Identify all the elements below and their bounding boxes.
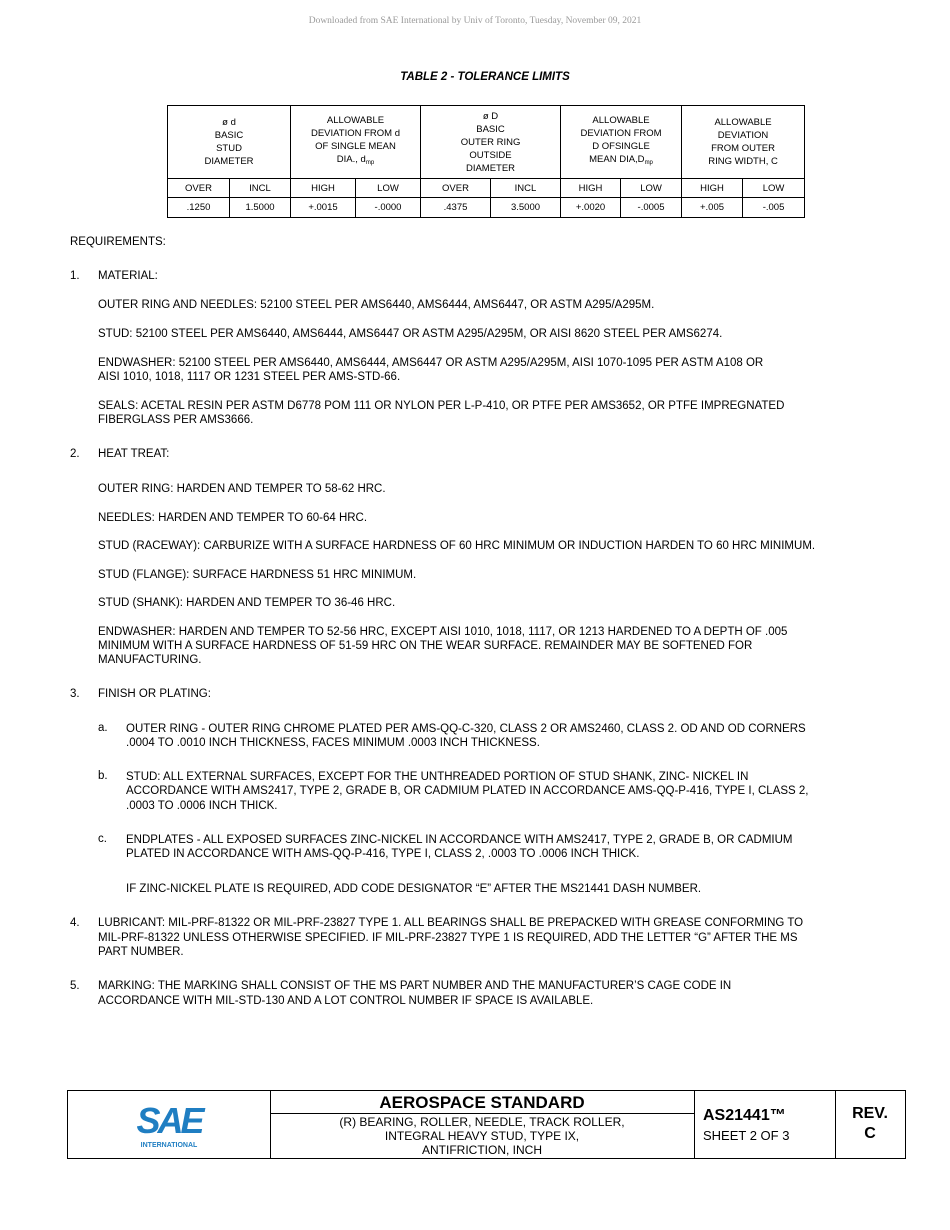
table-subheader-row — [168, 179, 805, 198]
section-title-finish: FINISH OR PLATING: — [98, 688, 211, 700]
table-cell: INCL — [491, 179, 561, 198]
revision-cell — [835, 1091, 905, 1158]
title-block — [67, 1090, 906, 1159]
paragraph: MIL-PRF-81322 UNLESS OTHERWISE SPECIFIED. IF MIL-PRF-23827 TYPE 1 IS REQUIRED, ADD THE LETTER “G” AFTER THE MS — [98, 932, 798, 944]
table-cell: +.0020 — [561, 198, 621, 218]
sae-logo — [68, 1091, 271, 1158]
document-title-line: (R) BEARING, ROLLER, NEEDLE, TRACK ROLLER, — [339, 1115, 625, 1129]
paragraph: PLATED IN ACCORDANCE WITH AMS-QQ-P-416, TYPE I, CLASS 2, .0003 TO .0006 INCH THICK. — [126, 848, 640, 860]
table-cell: LOW — [743, 179, 805, 198]
sheet-number: SHEET 2 OF 3 — [703, 1128, 790, 1143]
paragraph: ACCORDANCE WITH AMS2417, TYPE 2, GRADE B, OR CADMIUM PLATED IN ACCORDANCE AMS-QQ-P-416, TYPE I, CLASS 2, — [126, 785, 809, 797]
sae-logo-subtext: INTERNATIONAL — [140, 1142, 198, 1149]
paragraph: .0003 TO .0006 INCH THICK. — [126, 800, 278, 812]
section-title-material: MATERIAL: — [98, 270, 158, 282]
paragraph: NEEDLES: HARDEN AND TEMPER TO 60-64 HRC. — [98, 512, 368, 524]
table-cell: OVER — [421, 179, 491, 198]
paragraph: MARKING: THE MARKING SHALL CONSIST OF THE MS PART NUMBER AND THE MANUFACTURER’S CAGE CODE IN — [98, 980, 732, 992]
tolerance-table — [167, 105, 805, 218]
requirements-heading: REQUIREMENTS: — [70, 236, 166, 248]
paragraph: FIBERGLASS PER AMS3666. — [98, 414, 254, 426]
revision-value: C — [864, 1125, 876, 1142]
item-letter: a. — [98, 722, 108, 734]
paragraph: ENDWASHER: 52100 STEEL PER AMS6440, AMS6444, AMS6447 OR ASTM A295/A295M, AISI 1070-1095 PER ASTM A108 OR — [98, 357, 764, 369]
header-deviation-D: ALLOWABLE DEVIATION FROM D OFSINGLE MEAN $DIA,D_{mp}$ — [561, 106, 682, 179]
paragraph: .0004 TO .0010 INCH THICKNESS, FACES MINIMUM .0003 INCH THICKNESS. — [126, 737, 540, 749]
sae-logo-text: SAE — [136, 1100, 202, 1141]
paragraph: STUD (RACEWAY): CARBURIZE WITH A SURFACE HARDNESS OF 60 HRC MINIMUM OR INDUCTION HARDEN TO 60 HRC MINIMUM. — [98, 540, 816, 552]
paragraph: OUTER RING AND NEEDLES: 52100 STEEL PER AMS6440, AMS6444, AMS6447, OR ASTM A295/A295M. — [98, 299, 655, 311]
table-cell: 1.5000 — [230, 198, 291, 218]
table-cell: -.0000 — [356, 198, 421, 218]
table-cell: HIGH — [682, 179, 743, 198]
paragraph: STUD: 52100 STEEL PER AMS6440, AMS6444, AMS6447 OR ASTM A295/A295M, OR AISI 8620 STEEL PER AMS6274. — [98, 328, 723, 340]
paragraph: ENDWASHER: HARDEN AND TEMPER TO 52-56 HRC, EXCEPT AISI 1010, 1018, 1117, OR 1213 HARDENED TO A DEPTH OF .005 — [98, 626, 788, 638]
table-cell: LOW — [356, 179, 421, 198]
document-number-cell — [694, 1091, 836, 1158]
header-outer-ring-diameter: ø D BASIC OUTER RING OUTSIDE DIAMETER — [421, 106, 561, 179]
item-letter: c. — [98, 833, 107, 845]
section-number: 2. — [70, 448, 80, 460]
paragraph: MINIMUM WITH A SURFACE HARDNESS OF 51-59 HRC ON THE WEAR SURFACE. REMAINDER MAY BE SOFTENED FOR — [98, 640, 753, 652]
item-letter: b. — [98, 770, 108, 782]
header-ring-width: ALLOWABLE DEVIATION FROM OUTER RING WIDTH, C — [682, 106, 805, 179]
section-number: 1. — [70, 270, 80, 282]
table-cell: LOW — [621, 179, 682, 198]
table-row — [168, 198, 805, 218]
download-watermark: Downloaded from SAE International by Univ of Toronto, Tuesday, November 09, 2021 — [308, 16, 642, 26]
header-deviation-d: ALLOWABLE DEVIATION FROM d OF SINGLE MEAN DIA., $d_{mp}$ — [291, 106, 421, 179]
paragraph: STUD (FLANGE): SURFACE HARDNESS 51 HRC MINIMUM. — [98, 569, 417, 581]
section-number: 4. — [70, 917, 80, 929]
paragraph: OUTER RING: HARDEN AND TEMPER TO 58-62 HRC. — [98, 483, 386, 495]
paragraph: ACCORDANCE WITH MIL-STD-130 AND A LOT CONTROL NUMBER IF SPACE IS AVAILABLE. — [98, 995, 594, 1007]
table-cell: .1250 — [168, 198, 230, 218]
table-cell: INCL — [230, 179, 291, 198]
table-cell: +.0015 — [291, 198, 356, 218]
header-stud-diameter: ø d BASIC STUD DIAMETER — [168, 106, 291, 179]
paragraph: IF ZINC-NICKEL PLATE IS REQUIRED, ADD CODE DESIGNATOR “E” AFTER THE MS21441 DASH NUMBER. — [126, 883, 702, 895]
section-number: 3. — [70, 688, 80, 700]
paragraph: ENDPLATES - ALL EXPOSED SURFACES ZINC-NICKEL IN ACCORDANCE WITH AMS2417, TYPE 2, GRADE B, OR CADMIUM — [126, 834, 793, 846]
table-title: TABLE 2 - TOLERANCE LIMITS — [400, 71, 570, 83]
paragraph: MANUFACTURING. — [98, 654, 202, 666]
section-title-heat-treat: HEAT TREAT: — [98, 448, 170, 460]
document-title-line: ANTIFRICTION, INCH — [422, 1143, 542, 1157]
table-cell: HIGH — [561, 179, 621, 198]
paragraph: STUD (SHANK): HARDEN AND TEMPER TO 36-46 HRC. — [98, 597, 396, 609]
table-cell: 3.5000 — [491, 198, 561, 218]
section-number: 5. — [70, 980, 80, 992]
document-number: AS21441™ — [703, 1107, 786, 1124]
table-cell: .4375 — [421, 198, 491, 218]
document-title-line: INTEGRAL HEAVY STUD, TYPE IX, — [384, 1129, 580, 1143]
paragraph: SEALS: ACETAL RESIN PER ASTM D6778 POM 111 OR NYLON PER L-P-410, OR PTFE PER AMS3652, OR PTFE IMPREGNATED — [98, 400, 785, 412]
paragraph: STUD: ALL EXTERNAL SURFACES, EXCEPT FOR THE UNTHREADED PORTION OF STUD SHANK, ZINC- NICKEL IN — [126, 771, 749, 783]
table-cell: OVER — [168, 179, 230, 198]
table-cell: -.0005 — [621, 198, 682, 218]
paragraph: PART NUMBER. — [98, 946, 184, 958]
table-cell: -.005 — [743, 198, 805, 218]
paragraph: AISI 1010, 1018, 1117 OR 1231 STEEL PER AMS-STD-66. — [98, 371, 401, 383]
table-cell: +.005 — [682, 198, 743, 218]
standard-type: AEROSPACE STANDARD — [270, 1091, 694, 1114]
revision-label: REV. — [852, 1105, 888, 1122]
paragraph: OUTER RING - OUTER RING CHROME PLATED PER AMS-QQ-C-320, CLASS 2 OR AMS2460, CLASS 2. OD AND OD CORNERS — [126, 723, 806, 735]
title-block-center — [270, 1091, 695, 1158]
table-cell: HIGH — [291, 179, 356, 198]
paragraph: LUBRICANT: MIL-PRF-81322 OR MIL-PRF-23827 TYPE 1. ALL BEARINGS SHALL BE PREPACKED WITH GREASE CONFORMING TO — [98, 917, 804, 929]
